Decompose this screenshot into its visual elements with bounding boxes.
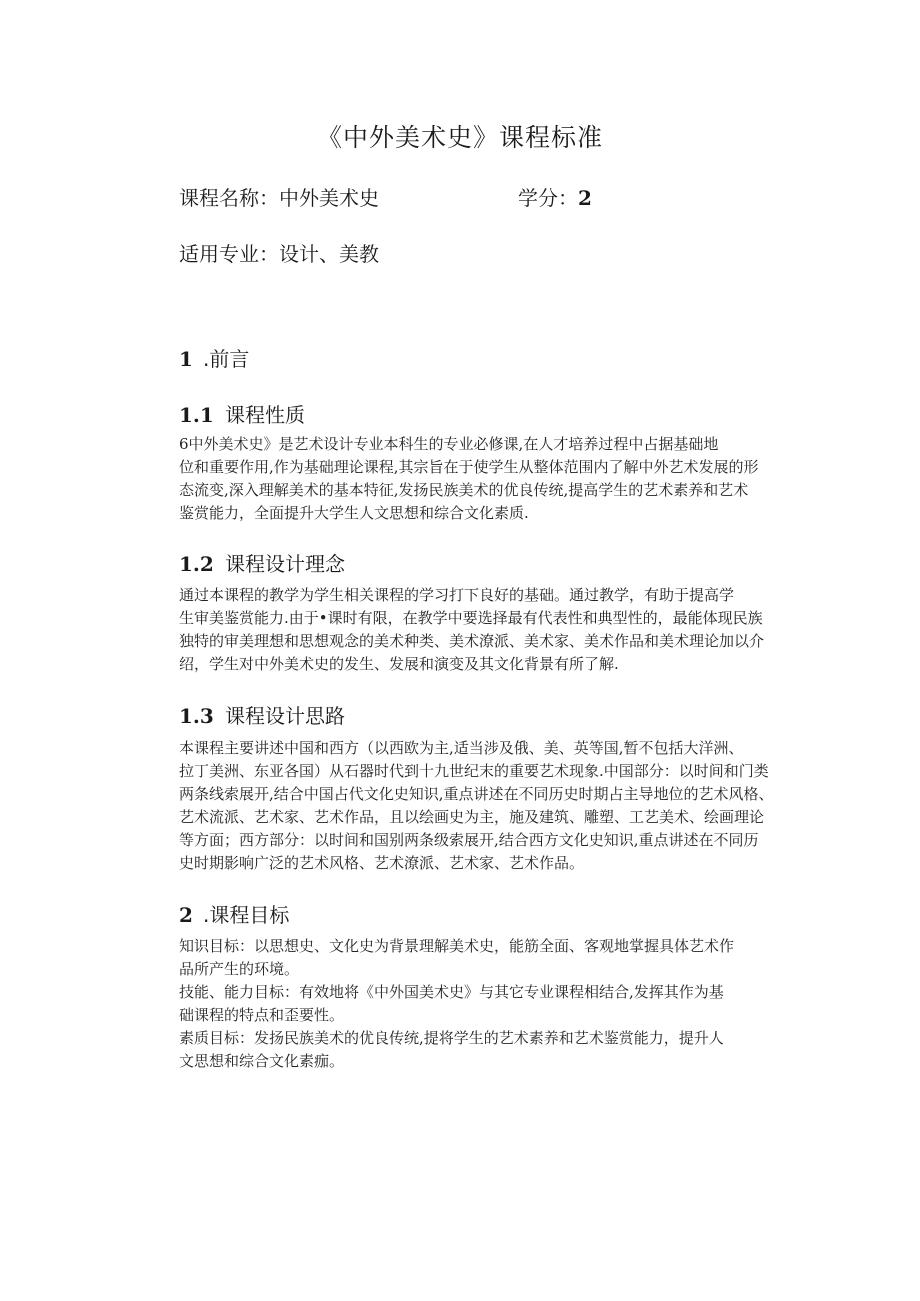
text-line: 素质目标：发扬民族美术的优良传统,提将学生的艺术素养和艺术鉴赏能力，提升人 [179,1029,724,1047]
section-heading-1-2 [179,548,345,577]
text-line: 艺术流派、艺术家、艺术作品，且以绘画史为主，施及建筑、雕塑、工艺美术、绘画理论 [179,808,765,826]
credit-value: 2 [578,186,592,210]
section-title: 课程性质 [225,403,305,427]
text-line: 6中外美术史》是艺术设计专业本科生的专业必修课,在人才培养过程中占据基础地 [179,435,719,453]
section-heading-1 [179,343,249,372]
section-number: 1.2 [179,552,214,576]
credit-label: 学分： [518,186,578,210]
section-title: .前言 [203,347,250,371]
credit [518,182,592,211]
text-line: 史时期影响广泛的艺术风格、艺术潦派、艺术家、艺术作品。 [179,854,585,872]
text-line: 生审美鉴赏能力.由于•课时有限，在教学中要选择最有代表性和典型性的，最能体现民族 [179,609,763,627]
section-number: 1 [179,347,193,371]
course-name: 课程名称：中外美术史 [179,186,379,210]
text-line: 位和重要作用,作为基础理论课程,其宗旨在于使学生从整体范围内了解中外艺术发展的形 [179,458,759,476]
section-heading-2 [179,899,289,928]
section-number: 1.3 [179,704,214,728]
text-line: 鉴赏能力，全面提升大学生人文思想和综合文化素质. [179,504,529,522]
text-line: 拉丁美洲、东亚各国）从石器时代到十九世纪末的重要艺术现象.中国部分：以时间和门类 [179,762,769,780]
text-line: 品所产生的环境。 [179,960,300,978]
text-line: 绍，学生对中外美术史的发生、发展和演变及其文化背景有所了解. [179,655,619,673]
section-heading-1-3 [179,700,345,729]
text-line: 知识目标：以思想史、文化史为背景理解美术史，能筋全面、客观地掌握具体艺术作 [179,937,735,955]
text-line: 态流变,深入理解美术的基本特征,发扬民族美术的优良传统,提高学生的艺术素养和艺术 [179,481,749,499]
text-line: 等方面；西方部分：以时间和国别两条级索展开,结合西方文化史知识,重点讲述在不同历 [179,831,759,849]
text-line: 础课程的特点和歪要性。 [179,1006,345,1024]
paragraph-course-objectives [179,935,819,1073]
section-heading-1-1 [179,399,305,428]
text-line: 本课程主要讲述中国和西方（以西欧为主,适当涉及俄、美、英等国,暂不包括大洋洲、 [179,739,744,757]
section-title: 课程设计思路 [225,704,345,728]
paragraph-course-nature [179,433,819,525]
section-title: 课程设计理念 [225,552,345,576]
paragraph-design-concept [179,584,819,676]
text-line: 通过本课程的教学为学生相关课程的学习打下良好的基础。通过教学，有助于提高学 [179,586,735,604]
applicable-major: 适用专业：设计、美教 [179,242,379,266]
text-line: 技能、能力目标：有效地将《中外国美术史》与其它专业课程相结合,发挥其作为基 [179,983,724,1001]
section-number: 1.1 [179,403,214,427]
section-title: .课程目标 [203,903,290,927]
page-title: 《中外美术史》课程标准 [316,123,603,152]
text-line: 独特的审美理想和思想观念的美术种类、美术潦派、美术家、美术作品和美术理论加以介 [179,632,765,650]
section-number: 2 [179,903,193,927]
text-line: 两条线索展开,结合中国占代文化史知识,重点讲述在不同历史时期占主导地位的艺术风格、 [179,785,774,803]
paragraph-design-approach [179,737,819,875]
text-line: 文思想和综合文化素痂。 [179,1052,345,1070]
